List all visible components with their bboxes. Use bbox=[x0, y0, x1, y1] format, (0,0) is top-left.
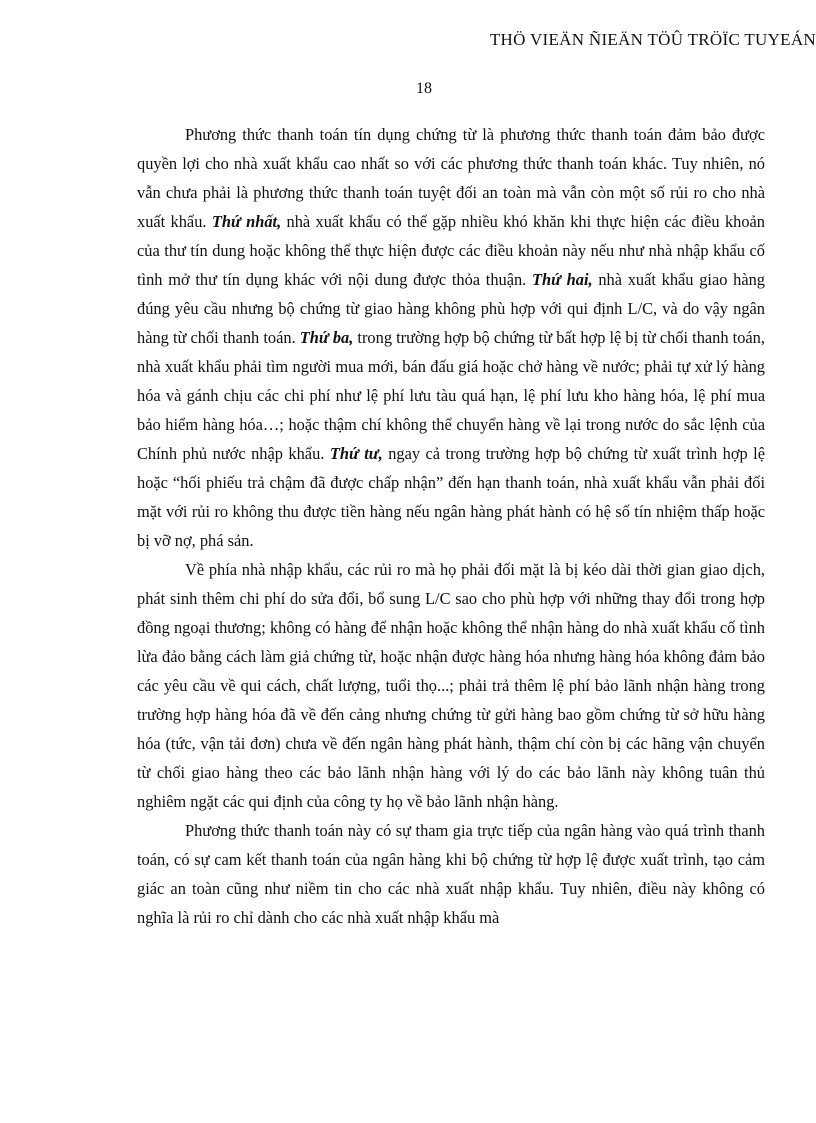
page-header: THÖ VIEÄN ÑIEÄN TÖÛ TRÖÏC TUYEÁN bbox=[489, 30, 816, 49]
text-run: Phương thức thanh toán tín dụng chứng từ là phương thức thanh toán đảm bảo được quyền lợi cho nhà xuất khẩu cao nhất so với các phương thức thanh toán khác. Tuy nhiên, nó vẫn chưa phải là phương thức thanh toán tuyệt đối an toàn mà vẫn còn một số rủi ro cho nhà xuất khẩu. bbox=[137, 125, 765, 231]
text-run: trong trường hợp bộ chứng từ bất hợp lệ bị từ chối thanh toán, nhà xuất khẩu phải tìm người mua mới, bán đấu giá hoặc chở hàng về nước; phải tự xử lý hàng hóa và gánh chịu các chi phí như lệ phí lưu tàu quá hạn, lệ phí lưu kho hàng hóa, lệ phí mua bảo hiểm hàng hóa…; hoặc thậm chí không thể chuyển hàng về lại trong nước do sắc lệnh của Chính phủ nước nhập khẩu. bbox=[137, 328, 765, 463]
text-run: nhà xuất khẩu giao hàng đúng yêu cầu nhưng bộ chứng từ giao hàng không phù hợp với qui định L/C, và do vậy ngân hàng từ chối thanh toán. bbox=[137, 270, 765, 347]
paragraph-exporter-risks bbox=[137, 120, 765, 555]
page-number: 18 bbox=[416, 80, 432, 97]
emphasis-first: Thứ nhất, bbox=[211, 212, 282, 231]
text-run: Về phía nhà nhập khẩu, các rủi ro mà họ phải đối mặt là bị kéo dài thời gian giao dịch, phát sinh thêm chi phí do sửa đổi, bổ sung L/C sao cho phù hợp với những thay đổi trong hợp đồng ngoại thương; không có hàng để nhận hoặc không thể nhận hàng do nhà xuất khẩu cố tình lừa đảo bằng cách làm giả chứng từ, hoặc nhận được hàng hóa nhưng hàng hóa không đảm bảo các yêu cầu về qui cách, chất lượng, tuổi thọ...; phải trả thêm lệ phí bảo lãnh nhận hàng trong trường hợp hàng hóa đã về đến cảng nhưng chứng từ gửi hàng bao gồm chứng từ sở hữu hàng hóa (tức, vận tải đơn) chưa về đến ngân hàng phát hành, thậm chí còn bị các hãng vận chuyển từ chối giao hàng theo các bảo lãnh nhận hàng với lý do các bảo lãnh này không tuân thủ nghiêm ngặt các qui định của công ty họ về bảo lãnh nhận hàng. bbox=[137, 560, 765, 811]
emphasis-third: Thứ ba, bbox=[299, 328, 354, 347]
text-run: Phương thức thanh toán này có sự tham gia trực tiếp của ngân hàng vào quá trình thanh toán, có sự cam kết thanh toán của ngân hàng khi bộ chứng từ hợp lệ được xuất trình, tạo cảm giác an toàn cũng như niềm tin cho các nhà xuất nhập khẩu. Tuy nhiên, điều này không có nghĩa là rủi ro chỉ dành cho các nhà xuất nhập khẩu mà bbox=[137, 821, 765, 927]
document-body bbox=[137, 120, 765, 932]
emphasis-second: Thứ hai, bbox=[531, 270, 593, 289]
text-run: nhà xuất khẩu có thể gặp nhiều khó khăn khi thực hiện các điều khoản của thư tín dung hoặc không thể thực hiện được các điều khoản này nếu như nhà nhập khẩu cố tình mở thư tín dụng khác với nội dung được thỏa thuận. bbox=[137, 212, 766, 289]
text-run: ngay cả trong trường hợp bộ chứng từ xuất trình hợp lệ hoặc “hối phiếu trả chậm đã được chấp nhận” đến hạn thanh toán, nhà xuất khẩu vẫn phải đối mặt với rủi ro không thu được tiền hàng nếu ngân hàng phát hành có hệ số tín nhiệm thấp hoặc bị vỡ nợ, phá sản. bbox=[137, 444, 765, 550]
paragraph-bank-participation bbox=[137, 816, 765, 932]
paragraph-importer-risks bbox=[137, 555, 765, 816]
emphasis-fourth: Thứ tư, bbox=[329, 444, 383, 463]
